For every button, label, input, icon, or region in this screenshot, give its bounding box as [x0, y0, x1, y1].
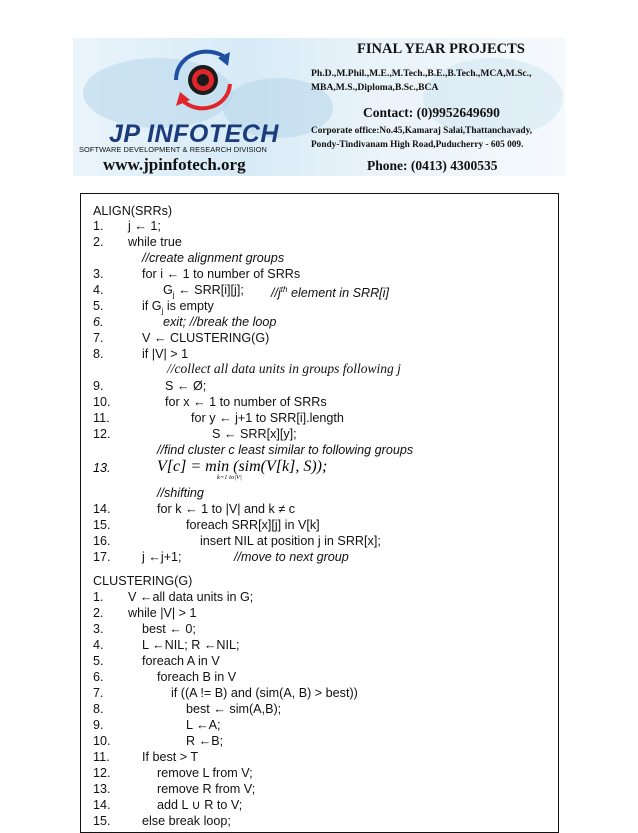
clustering-title: CLUSTERING(G): [93, 574, 193, 588]
brand-name: JP INFOTECH: [109, 120, 279, 148]
line-number: 15.: [93, 518, 111, 532]
code-text: if |V| > 1: [142, 347, 189, 361]
comment-text: //collect all data units in groups following j: [167, 361, 401, 376]
phone-number: Phone: (0413) 4300535: [367, 158, 498, 173]
math-formula: V[c] = min (sim(V[k], S));: [157, 458, 328, 475]
code-text: while |V| > 1: [128, 606, 197, 620]
code-text: j ←j+1;: [142, 550, 182, 564]
comment-text: //create alignment groups: [142, 251, 285, 265]
comment-text: //shifting: [157, 486, 204, 500]
line-number: 14.: [93, 502, 111, 516]
code-text: insert NIL at position j in SRR[x];: [200, 534, 381, 548]
degrees-line-2: MBA,M.S.,Diploma,B.Sc.,BCA: [311, 82, 439, 93]
code-text: for i ← 1 to number of SRRs: [142, 267, 301, 281]
line-number: 3.: [93, 622, 104, 636]
code-text: if $G_j$ is empty: [142, 299, 214, 316]
comment-text: //find cluster c least similar to following groups: [157, 443, 414, 457]
algorithm-box: [80, 193, 559, 833]
code-text: V ← CLUSTERING(G): [142, 331, 270, 345]
line-number: 6.: [93, 670, 104, 684]
line-number: 1.: [93, 590, 104, 604]
line-number: 3.: [93, 267, 104, 281]
code-text: foreach A in V: [142, 654, 220, 668]
line-number: 17.: [93, 550, 111, 564]
line-number: 12.: [93, 766, 111, 780]
line-number: 9.: [93, 379, 104, 393]
line-number: 14.: [93, 798, 111, 812]
line-number: 8.: [93, 347, 104, 361]
align-title: ALIGN(SRRs): [93, 204, 173, 218]
office-address-line-2: Pondy-Tindivanam High Road,Puducherry - 605 009.: [311, 140, 524, 150]
code-text: foreach B in V: [157, 670, 237, 684]
line-number: 16.: [93, 534, 111, 548]
code-text: for x ← 1 to number of SRRs: [165, 395, 327, 409]
line-number: 15.: [93, 814, 111, 828]
line-number: 11.: [93, 411, 110, 425]
code-text: remove L from V;: [157, 766, 253, 780]
code-text: If best > T: [142, 750, 199, 764]
line-number: 8.: [93, 702, 104, 716]
code-text: best ← 0;: [142, 622, 196, 636]
code-text: R ←B;: [186, 734, 224, 748]
line-number: 2.: [93, 606, 104, 620]
contact-number: Contact: (0)9952649690: [363, 105, 500, 120]
office-address-line-1: Corporate office:No.45,Kamaraj Salai,Thattanchavady,: [311, 126, 533, 136]
line-number: 5.: [93, 299, 104, 313]
code-text: V ←all data units in G;: [128, 590, 254, 604]
code-text: for k ← 1 to |V| and k ≠ c: [157, 502, 296, 516]
code-text: exit; //break the loop: [163, 315, 277, 329]
math-subscript: k=1 to|V|: [217, 474, 242, 481]
code-text: S ← SRR[x][y];: [212, 427, 297, 441]
code-text: j ← 1;: [128, 219, 161, 233]
website-link[interactable]: www.jpinfotech.org: [103, 155, 246, 174]
code-text: S ← Ø;: [165, 379, 207, 393]
code-text: for y ← j+1 to SRR[i].length: [191, 411, 344, 425]
line-number: 1.: [93, 219, 104, 233]
code-text: while true: [128, 235, 182, 249]
comment-text: $//j^{th}$ element in SRR[i]: [271, 285, 389, 301]
code-text: remove R from V;: [157, 782, 256, 796]
header-banner: [73, 38, 565, 176]
company-logo-icon: [168, 40, 238, 120]
line-number: 2.: [93, 235, 104, 249]
code-text: L ←NIL; R ←NIL;: [142, 638, 240, 652]
comment-text: //move to next group: [234, 550, 349, 564]
line-number: 12.: [93, 427, 111, 441]
line-number: 11.: [93, 750, 110, 764]
line-number: 10.: [93, 395, 111, 409]
code-text: else break loop;: [142, 814, 231, 828]
line-number: 7.: [93, 331, 104, 345]
code-text: $G_j$ ← SRR[i][j];: [163, 283, 244, 300]
line-number: 6.: [93, 315, 104, 329]
line-number: 4.: [93, 283, 104, 297]
line-number: 13.: [93, 461, 111, 475]
line-number: 4.: [93, 638, 104, 652]
code-text: add L ∪ R to V;: [157, 798, 243, 812]
banner-title: FINAL YEAR PROJECTS: [357, 41, 525, 57]
line-number: 13.: [93, 782, 111, 796]
line-number: 5.: [93, 654, 104, 668]
division-tagline: SOFTWARE DEVELOPMENT & RESEARCH DIVISION: [79, 145, 267, 154]
degrees-line-1: Ph.D.,M.Phil.,M.E.,M.Tech.,B.E.,B.Tech.,MCA,M.Sc.,: [311, 68, 532, 79]
line-number: 7.: [93, 686, 104, 700]
code-text: foreach SRR[x][j] in V[k]: [186, 518, 320, 532]
code-text: L ←A;: [186, 718, 221, 732]
line-number: 10.: [93, 734, 111, 748]
code-text: if ((A != B) and (sim(A, B) > best)): [171, 686, 358, 700]
code-text: best ← sim(A,B);: [186, 702, 282, 716]
line-number: 9.: [93, 718, 104, 732]
